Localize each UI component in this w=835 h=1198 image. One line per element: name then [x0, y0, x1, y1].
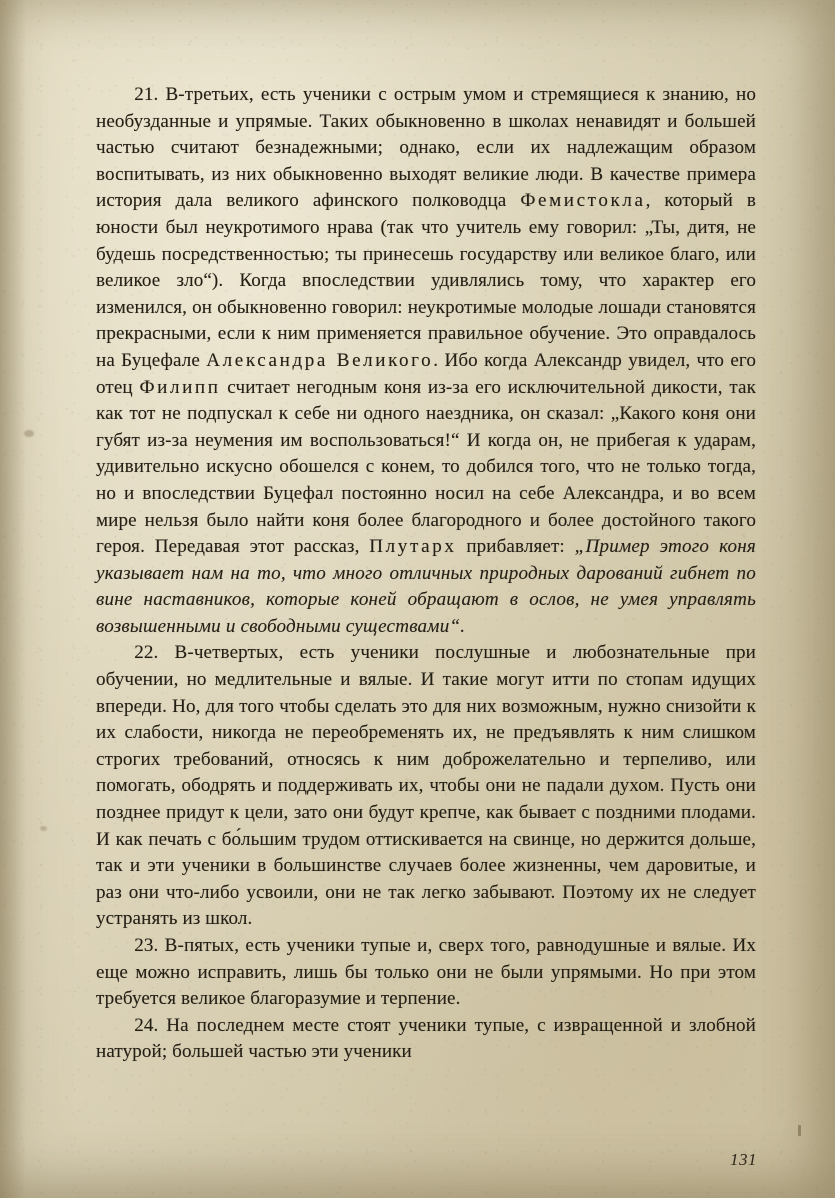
italic-quote: „Пример этого коня указывает нам на то, что много отличных природных дарований гибнет по вине наставников, которые коней обращают в ослов, не умея управлять возвышенными и свободными существами“.	[96, 536, 757, 637]
page-spine-shadow	[0, 0, 26, 1198]
text-run: 23. В-пятых, есть ученики тупые и, сверх того, равнодушные и вялые. Их еще можно исправить, лишь бы только они не были упрямыми. Но при этом требуется великое благоразумие и терпение.	[96, 935, 756, 1010]
page-number: 131	[730, 1150, 757, 1169]
spaced-name: Филипп	[139, 376, 221, 398]
spaced-name: Александра Великого	[206, 349, 434, 371]
paragraph-24	[96, 1013, 756, 1066]
paper-stain	[24, 430, 34, 437]
page-text-body	[96, 82, 756, 1066]
text-run: прибавляет:	[456, 536, 575, 558]
spaced-name: Плутарх	[369, 536, 457, 558]
spaced-name: Фемистокла	[520, 190, 646, 212]
paragraph-22	[96, 640, 756, 933]
text-run: . Ибо когда Александр увидел, что его отец	[96, 349, 756, 398]
margin-tick-mark	[798, 1125, 801, 1136]
text-run: 24. На последнем месте стоят ученики тупые, с извращенной и злобной натурой; большей частью эти ученики	[96, 1014, 756, 1063]
text-run: считает негодным коня из-за его исключительной дикости, так как тот не подпускал к себе ни одного наездника, он сказал: „Какого коня они губят из-за неумения им воспользоваться!“ И когда он, не прибегая к ударам, удивительно искусно обошелся с конем, то добился того, что не только тогда, но и впоследствии Буцефал постоянно носил на себе Александра, и во всем мире нельзя было найти коня более благородного и более достойного такого героя. Передавая этот рассказ,	[96, 376, 756, 558]
paragraph-21	[96, 82, 756, 640]
paper-stain	[40, 826, 47, 831]
text-run: 22. В-четвертых, есть ученики послушные и любознательные при обучении, но медлительные и вялые. И такие могут итти по стопам идущих впереди. Но, для того чтобы сделать это для них возможным, нужно снизойти к их слабости, никогда не переобременять их, не предъявлять к ним слишком строгих требований, относясь к ним доброжелательно и терпеливо, или помогать, ободрять и поддерживать их, чтобы они не падали духом. Пусть они позднее придут к цели, зато они будут крепче, как бывает с поздними плодами. И как печать с бо́льшим трудом оттискивается на свинце, но держится дольше, так и эти ученики в большинстве случаев более жизненны, чем даровитые, и раз они что-либо усвоили, они не так легко забывают. Поэтому их не следует устранять из школ.	[96, 642, 756, 930]
text-run: 21. В-третьих, есть ученики с острым умом и стремящиеся к знанию, но необузданные и упрямые. Таких обыкновенно в школах ненавидят и большей частью считают безнадежными; однако, если их надлежащим образом воспитывать, из них обыкновенно выходят великие люди. В качестве примера история дала великого афинского полководца	[96, 84, 756, 212]
paragraph-23	[96, 933, 756, 1013]
text-run: , который в юности был неукротимого нрава (так что учитель ему говорил: „Ты, дитя, не будешь посредственностью; ты принесешь государству или великое благо, или великое зло“). Когда впоследствии удивлялись тому, что характер его изменился, он обыкновенно говорил: неукротимые молодые лошади становятся прекрасными, если к ним применяется правильное обучение. Это оправдалось на Буцефале	[96, 190, 756, 371]
